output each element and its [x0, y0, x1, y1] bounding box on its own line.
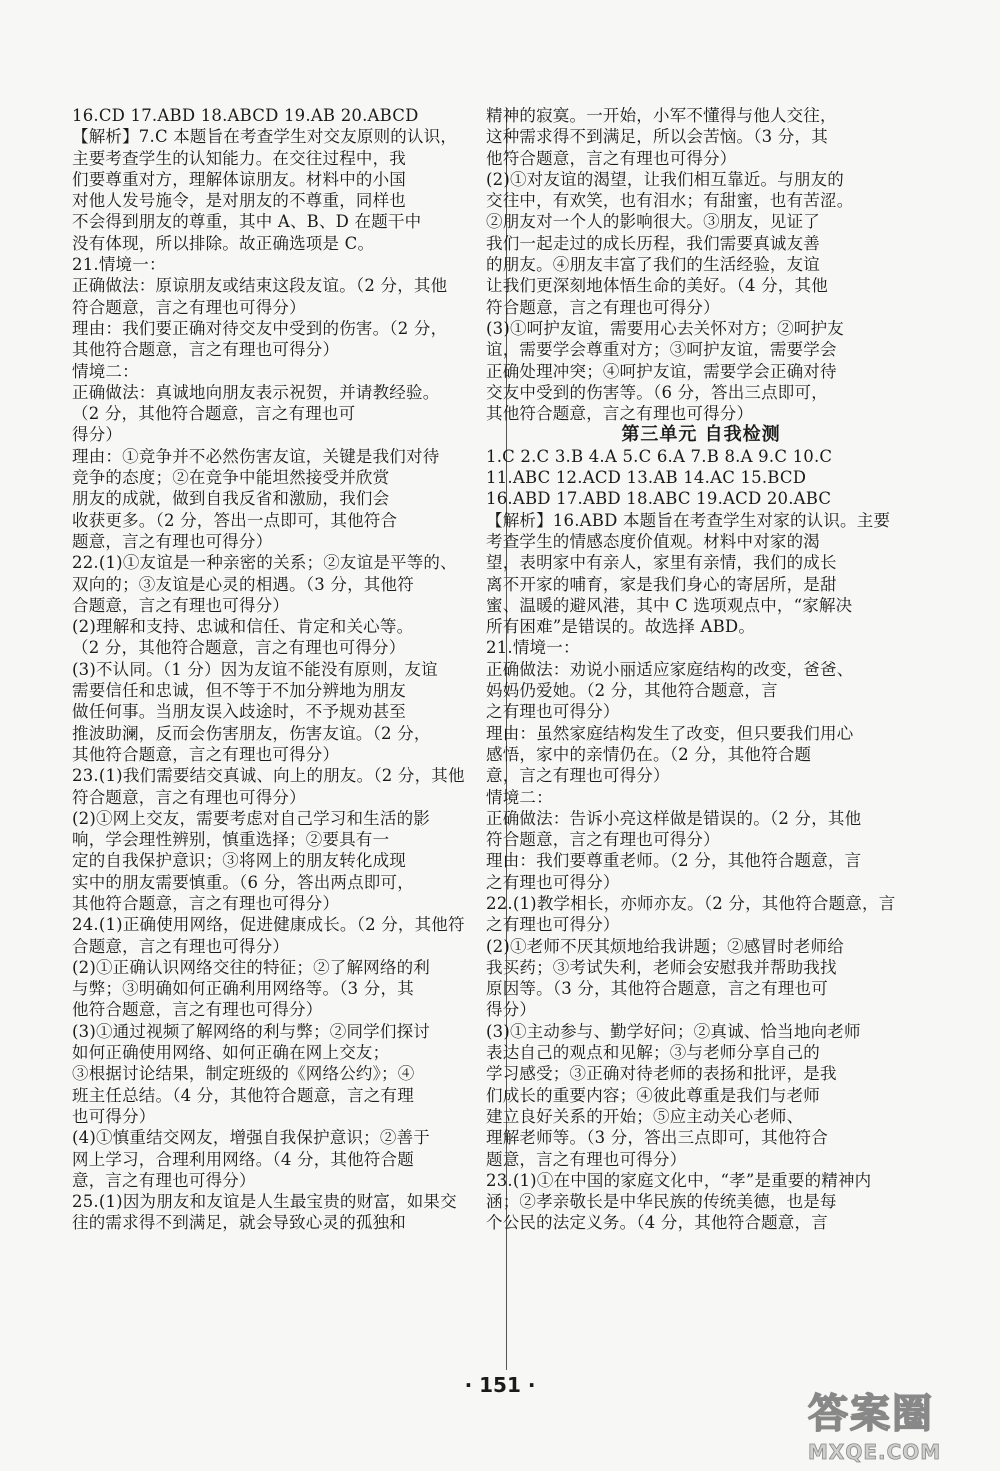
- answer-line: 之有理也可得分）: [486, 872, 620, 892]
- answer-line: 21.情境一：: [72, 255, 166, 275]
- answer-line: 我们一起走过的成长历程，我们需要真诚友善: [486, 233, 820, 253]
- answer-line: 意，言之有理也可得分）: [486, 766, 670, 786]
- answer-line: 定的自我保护意识；③将网上的朋友转化成现: [72, 851, 406, 871]
- answer-line: 理由：我们要正确对待交友中受到的伤害。（2 分，: [72, 318, 448, 338]
- answer-line: 建立良好关系的开始；⑤应主动关心老师、: [486, 1106, 804, 1126]
- answer-line: （2 分，其他符合题意，言之有理也可: [72, 404, 356, 424]
- answer-line: 所有困难”是错误的。故选择 ABD。: [486, 617, 756, 637]
- answer-line: 之有理也可得分）: [486, 702, 620, 722]
- answer-line: 们成长的重要内容；④彼此尊重是我们与老师: [486, 1085, 820, 1105]
- answer-line: 正确处理冲突；④呵护友谊，需要学会正确对待: [486, 361, 837, 381]
- right-column-continued-answers: [486, 105, 916, 424]
- answer-line: 离不开家的哺育，家是我们身心的寄居所，是甜: [486, 574, 837, 594]
- answer-line: 不会得到朋友的尊重，其中 A、B、D 在题干中: [72, 212, 422, 232]
- answer-line: 原因等。（3 分，其他符合题意，言之有理也可: [486, 979, 828, 999]
- answer-line: (4)①慎重结交网友，增强自我保护意识；②善于: [72, 1128, 430, 1148]
- answer-line: 考查学生的情感态度价值观。材料中对家的渴: [486, 531, 820, 551]
- answer-line: 推波助澜，反而会伤害朋友，伤害友谊。（2 分，: [72, 723, 431, 743]
- answer-line: 的朋友。④朋友丰富了我们的生活经验，友谊: [486, 255, 820, 275]
- answer-line: 其他符合题意，言之有理也可得分）: [72, 893, 340, 913]
- answer-line: 22.(1)①友谊是一种亲密的关系；②友谊是平等的、: [72, 553, 457, 573]
- answer-line: 理由：①竞争并不必然伤害友谊，关键是我们对待: [72, 446, 440, 466]
- answer-line: （2 分，其他符合题意，言之有理也可得分）: [72, 638, 406, 658]
- right-column: [486, 105, 916, 1234]
- answer-line: 也可得分）: [72, 1106, 156, 1126]
- answer-line: 正确做法：劝说小丽适应家庭结构的改变，爸爸、: [486, 659, 854, 679]
- answer-line: (2)理解和支持、忠诚和信任、肯定和关心等。: [72, 617, 414, 637]
- answer-line: 1.C 2.C 3.B 4.A 5.C 6.A 7.B 8.A 9.C 10.C: [486, 446, 833, 466]
- answer-line: 理解老师等。（3 分，答出三点即可，其他符合: [486, 1128, 828, 1148]
- answer-line: 望，表明家中有亲人，家里有亲情，我们的成长: [486, 553, 837, 573]
- answer-line: 其他符合题意，言之有理也可得分）: [72, 340, 340, 360]
- answer-line: 理由：虽然家庭结构发生了改变，但只要我们用心: [486, 723, 854, 743]
- answer-line: 网上学习，合理利用网络。（4 分，其他符合题: [72, 1149, 414, 1169]
- answer-line: 正确做法：原谅朋友或结束这段友谊。（2 分，其他: [72, 276, 448, 296]
- answer-line: 这种需求得不到满足，所以会苦恼。（3 分，其: [486, 127, 828, 147]
- answer-line: 感悟，家中的亲情仍在。（2 分，其他符合题: [486, 744, 812, 764]
- answer-line: (2)①正确认识网络交往的特征；②了解网络的利: [72, 957, 430, 977]
- answer-line: 得分）: [486, 1000, 537, 1020]
- answer-line: 16.ABD 17.ABD 18.ABC 19.ACD 20.ABC: [486, 489, 832, 509]
- answer-line: 得分）: [72, 425, 123, 445]
- answer-line: 主要考查学生的认知能力。在交往过程中，我: [72, 148, 406, 168]
- answer-line: 他符合题意，言之有理也可得分）: [486, 148, 737, 168]
- answer-line: (3)①通过视频了解网络的利与弊；②同学们探讨: [72, 1021, 430, 1041]
- right-column-unit-three-answers: [486, 446, 916, 1234]
- answer-line: 16.CD 17.ABD 18.ABCD 19.AB 20.ABCD: [72, 106, 419, 125]
- answer-line: 合题意，言之有理也可得分）: [72, 936, 290, 956]
- answer-line: 正确做法：告诉小亮这样做是错误的。（2 分，其他: [486, 808, 862, 828]
- answer-line: 响，学会理性辨别，慎重选择；②要具有一: [72, 830, 390, 850]
- watermark-domain: MXQE.COM: [808, 1440, 942, 1464]
- answer-line: 妈妈仍爱她。（2 分，其他符合题意，言: [486, 681, 778, 701]
- answer-line: 题意，言之有理也可得分）: [486, 1149, 687, 1169]
- answer-line: 个公民的法定义务。（4 分，其他符合题意，言: [486, 1213, 828, 1233]
- answer-line: 们要尊重对方，理解体谅朋友。材料中的小国: [72, 169, 406, 189]
- answer-line: 题意，言之有理也可得分）: [72, 531, 273, 551]
- answer-line: 表达自己的观点和见解；③与老师分享自己的: [486, 1043, 820, 1063]
- answer-line: 其他符合题意，言之有理也可得分）: [72, 744, 340, 764]
- site-watermark-logo: [808, 1390, 993, 1466]
- answer-line: 精神的寂寞。一开始，小军不懂得与他人交往，: [486, 106, 837, 125]
- answer-line: 朋友的成就，做到自我反省和激励，我们会: [72, 489, 390, 509]
- answer-line: 意，言之有理也可得分）: [72, 1170, 256, 1190]
- answer-line: 双向的；③友谊是心灵的相遇。（3 分，其他符: [72, 574, 414, 594]
- answer-line: 涵；②孝亲敬长是中华民族的传统美德，也是每: [486, 1192, 837, 1212]
- answer-line: ②朋友对一个人的影响很大。③朋友，见证了: [486, 212, 820, 232]
- answer-line: 往的需求得不到满足，就会导致心灵的孤独和: [72, 1213, 406, 1233]
- answer-line: 情境二：: [72, 361, 139, 381]
- answer-line: 21.情境一：: [486, 638, 580, 658]
- answer-line: (2)①老师不厌其烦地给我讲题；②感冒时老师给: [486, 936, 844, 956]
- answer-line: 班主任总结。（4 分，其他符合题意，言之有理: [72, 1085, 414, 1105]
- left-column: [72, 105, 502, 1234]
- answer-line: 竞争的态度；②在竞争中能坦然接受并欣赏: [72, 468, 390, 488]
- answer-line: 他符合题意，言之有理也可得分）: [72, 1000, 323, 1020]
- answer-line: 符合题意，言之有理也可得分）: [486, 297, 720, 317]
- answer-line: 需要信任和忠诚，但不等于不加分辨地为朋友: [72, 681, 406, 701]
- answer-line: 交友中受到的伤害等。（6 分，答出三点即可，: [486, 382, 828, 402]
- answer-line: (2)①对友谊的渴望，让我们相互靠近。与朋友的: [486, 169, 844, 189]
- answer-line: (3)①主动参与、勤学好问；②真诚、恰当地向老师: [486, 1021, 861, 1041]
- answer-line: 之有理也可得分）: [486, 915, 620, 935]
- answer-line: 没有体现，所以排除。故正确选项是 C。: [72, 233, 375, 253]
- answer-line: 让我们更深刻地体悟生命的美好。（4 分，其他: [486, 276, 828, 296]
- page-number: · 151 ·: [464, 1373, 536, 1397]
- answer-line: 蜜、温暖的避风港，其中 C 选项观点中，“家解决: [486, 595, 853, 615]
- answer-line: 【解析】16.ABD 本题旨在考查学生对家的认识。主要: [486, 510, 891, 530]
- answer-line: 23.(1)我们需要结交真诚、向上的朋友。（2 分，其他: [72, 766, 465, 786]
- answer-line: 情境二：: [486, 787, 553, 807]
- answer-line: 23.(1)①在中国的家庭文化中，“孝”是重要的精神内: [486, 1170, 872, 1190]
- answer-line: 正确做法：真诚地向朋友表示祝贺，并请教经验。: [72, 382, 440, 402]
- answer-line: 学习感受；③正确对待老师的表扬和批评，是我: [486, 1064, 837, 1084]
- answer-line: 谊，需要学会尊重对方；③呵护友谊，需要学会: [486, 340, 837, 360]
- answer-line: 我买药；③考试失利，老师会安慰我并帮助我找: [486, 957, 837, 977]
- answer-line: 对他人发号施令，是对朋友的不尊重，同样也: [72, 191, 406, 211]
- answer-line: 与弊；③明确如何正确利用网络等。（3 分，其: [72, 979, 414, 999]
- answer-line: (2)①网上交友，需要考虑对自己学习和生活的影: [72, 808, 430, 828]
- watermark-logo-text: 答案圈: [808, 1391, 934, 1437]
- answer-line: 收获更多。（2 分，答出一点即可，其他符合: [72, 510, 398, 530]
- answer-line: 合题意，言之有理也可得分）: [72, 595, 290, 615]
- answer-line: 11.ABC 12.ACD 13.AB 14.AC 15.BCD: [486, 468, 807, 488]
- answer-line: 交往中，有欢笑，也有泪水；有甜蜜，也有苦涩。: [486, 191, 854, 211]
- answer-line: 符合题意，言之有理也可得分）: [72, 297, 306, 317]
- answer-line: 实中的朋友需要慎重。（6 分，答出两点即可，: [72, 872, 414, 892]
- answer-line: 符合题意，言之有理也可得分）: [72, 787, 306, 807]
- answer-line: 如何正确使用网络、如何正确在网上交友；: [72, 1043, 390, 1063]
- answer-line: 22.(1)教学相长，亦师亦友。（2 分，其他符合题意，言: [486, 893, 896, 913]
- answer-line: 符合题意，言之有理也可得分）: [486, 830, 720, 850]
- answer-line: ③根据讨论结果，制定班级的《网络公约》；④: [72, 1064, 415, 1084]
- answer-line: 做任何事。当朋友误入歧途时，不予规劝甚至: [72, 702, 406, 722]
- answer-line: 其他符合题意，言之有理也可得分）: [486, 404, 754, 424]
- answer-line: 理由：我们要尊重老师。（2 分，其他符合题意，言: [486, 851, 862, 871]
- answer-line: (3)①呵护友谊，需要用心去关怀对方；②呵护友: [486, 318, 844, 338]
- answer-line: 【解析】7.C 本题旨在考查学生对交友原则的认识，: [72, 127, 458, 147]
- answer-line: 25.(1)因为朋友和友谊是人生最宝贵的财富，如果交: [72, 1192, 457, 1212]
- answer-line: 24.(1)正确使用网络，促进健康成长。（2 分，其他符: [72, 915, 465, 935]
- answer-line: (3)不认同。（1 分）因为友谊不能没有原则，友谊: [72, 659, 438, 679]
- unit-three-heading: 第三单元 自我检测: [621, 424, 781, 446]
